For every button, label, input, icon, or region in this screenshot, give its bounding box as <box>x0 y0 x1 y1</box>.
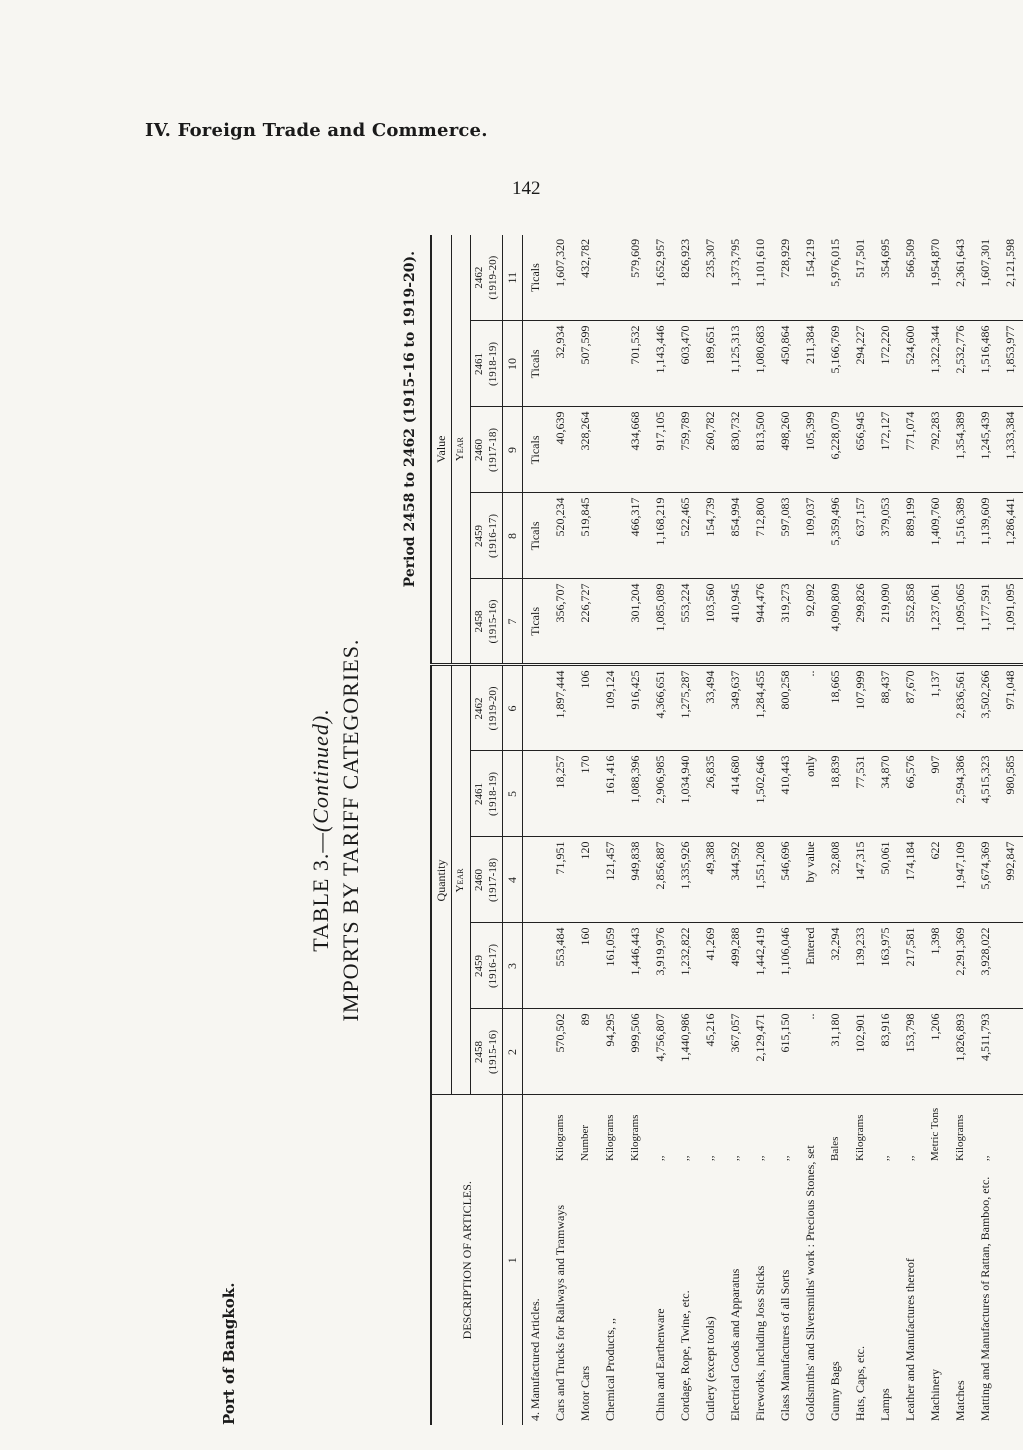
quantity-cell: 3,919,976 <box>648 923 673 1009</box>
quantity-cell: 31,180 <box>823 1009 848 1095</box>
quantity-cell: 1,206 <box>923 1009 948 1095</box>
quantity-cell: 615,150 <box>773 1009 798 1095</box>
table-row <box>648 235 673 1425</box>
quantity-cell: 1,826,893 <box>948 1009 973 1095</box>
value-cell: 154,739 <box>698 493 723 579</box>
quantity-header: Quantity <box>431 665 452 1095</box>
article-unit: Number <box>573 1095 598 1165</box>
value-cell: 553,224 <box>673 579 698 665</box>
value-cell: 637,157 <box>848 493 873 579</box>
quantity-cell: 4,511,793 <box>973 1009 998 1095</box>
value-cell: 1,607,320 <box>548 235 573 321</box>
quantity-cell: 1,284,455 <box>748 665 773 751</box>
quantity-cell: 414,680 <box>723 751 748 837</box>
value-cell: 6,228,079 <box>823 407 848 493</box>
imports-table <box>430 235 1023 1425</box>
value-cell: 579,609 <box>623 235 648 321</box>
value-cell: 1,237,061 <box>923 579 948 665</box>
article-description: Chemical Products, ,, <box>603 1318 618 1421</box>
quantity-cell: 4,366,651 <box>648 665 673 751</box>
quantity-year-header: Year <box>452 665 471 1095</box>
article-unit: ,, <box>748 1095 773 1165</box>
value-cell: 235,307 <box>698 235 723 321</box>
quantity-cell: 1,034,940 <box>673 751 698 837</box>
value-cell: 517,501 <box>848 235 873 321</box>
article-description: Matches <box>953 1380 968 1421</box>
article-unit: ,, <box>873 1095 898 1165</box>
value-cell: 103,560 <box>698 579 723 665</box>
quantity-cell: .. <box>798 1009 823 1095</box>
quantity-cell: 4,515,323 <box>973 751 998 837</box>
quantity-cell: 34,870 <box>873 751 898 837</box>
article-description: Glass Manufactures of all Sorts <box>778 1269 793 1421</box>
table-row <box>848 235 873 1425</box>
article-description: Cordage, Rope, Twine, etc. <box>678 1290 693 1421</box>
currency-label: Ticals <box>523 493 549 579</box>
value-cell: 294,227 <box>848 321 873 407</box>
quantity-cell: 344,592 <box>723 837 748 923</box>
section-title: 4. Manufactured Articles. <box>523 1095 549 1425</box>
value-cell: 328,264 <box>573 407 598 493</box>
quantity-cell: 4,756,807 <box>648 1009 673 1095</box>
article-unit: Metric Tons <box>923 1095 948 1165</box>
quantity-cell: 94,295 <box>598 1009 623 1095</box>
value-cell: 1,080,683 <box>748 321 773 407</box>
quantity-cell: 88,437 <box>873 665 898 751</box>
value-cell: 889,199 <box>898 493 923 579</box>
value-cell: 5,166,769 <box>823 321 848 407</box>
quantity-cell: 49,388 <box>698 837 723 923</box>
value-cell: 519,845 <box>573 493 598 579</box>
value-cell: 830,732 <box>723 407 748 493</box>
article-description: Fireworks, including Joss Sticks <box>753 1265 768 1421</box>
quantity-cell <box>998 1009 1023 1095</box>
value-cell: 92,092 <box>798 579 823 665</box>
table-titles <box>220 235 430 1425</box>
quantity-cell: 800,258 <box>773 665 798 751</box>
year-header: 2458 (1915-16) <box>470 579 503 665</box>
quantity-cell: 2,906,985 <box>648 751 673 837</box>
quantity-cell: 2,291,369 <box>948 923 973 1009</box>
article-description <box>998 1165 1023 1425</box>
table-row <box>998 235 1023 1425</box>
article-unit: Kilograms <box>598 1095 623 1165</box>
table-row <box>673 235 698 1425</box>
table-title-main: TABLE 3. <box>308 852 333 952</box>
quantity-cell: 147,315 <box>848 837 873 923</box>
table-row <box>698 235 723 1425</box>
article-description: Goldsmiths' and Silversmiths' work : Precious Stones, set <box>803 1145 818 1421</box>
value-cell: 109,037 <box>798 493 823 579</box>
value-cell: 566,509 <box>898 235 923 321</box>
quantity-cell: 499,288 <box>723 923 748 1009</box>
value-cell <box>598 321 623 407</box>
table-row <box>873 235 898 1425</box>
column-number: 1 <box>503 1095 523 1425</box>
value-cell: 5,976,015 <box>823 235 848 321</box>
column-number: 3 <box>503 923 523 1009</box>
quantity-cell: 120 <box>573 837 598 923</box>
value-cell: 712,800 <box>748 493 773 579</box>
quantity-cell: 45,216 <box>698 1009 723 1095</box>
article-unit: Kilograms <box>548 1095 573 1165</box>
article-description: Hats, Caps, etc. <box>853 1346 868 1421</box>
table-title <box>308 235 334 1425</box>
quantity-cell: 1,446,443 <box>623 923 648 1009</box>
quantity-cell: 161,059 <box>598 923 623 1009</box>
quantity-cell: 32,808 <box>823 837 848 923</box>
value-cell: 299,826 <box>848 579 873 665</box>
value-cell: 1,095,065 <box>948 579 973 665</box>
currency-label: Ticals <box>523 235 549 321</box>
quantity-cell: 18,839 <box>823 751 848 837</box>
quantity-cell: 66,576 <box>898 751 923 837</box>
table-row <box>573 235 598 1425</box>
quantity-cell: 174,184 <box>898 837 923 923</box>
value-cell: 379,053 <box>873 493 898 579</box>
quantity-cell: 1,275,287 <box>673 665 698 751</box>
quantity-cell: 553,484 <box>548 923 573 1009</box>
quantity-cell: 109,124 <box>598 665 623 751</box>
article-unit: ,, <box>698 1095 723 1165</box>
quantity-cell: 349,637 <box>723 665 748 751</box>
value-cell: 466,317 <box>623 493 648 579</box>
value-cell: 771,074 <box>898 407 923 493</box>
value-cell: 32,934 <box>548 321 573 407</box>
value-cell: 854,994 <box>723 493 748 579</box>
table-row <box>948 235 973 1425</box>
quantity-cell: 916,425 <box>623 665 648 751</box>
table-row <box>723 235 748 1425</box>
year-header: 2462 (1919-20) <box>470 235 503 321</box>
table-row <box>598 235 623 1425</box>
quantity-cell: 1,947,109 <box>948 837 973 923</box>
value-header: Value <box>431 235 452 665</box>
quantity-cell: 161,416 <box>598 751 623 837</box>
value-cell: 1,333,384 <box>998 407 1023 493</box>
article-description <box>623 1165 648 1425</box>
quantity-cell: 107,999 <box>848 665 873 751</box>
value-cell: 917,105 <box>648 407 673 493</box>
value-cell: 2,532,776 <box>948 321 973 407</box>
table-body <box>523 235 1023 1425</box>
year-header: 2461 (1918-19) <box>470 751 503 837</box>
value-cell: 172,127 <box>873 407 898 493</box>
value-cell: 1,409,760 <box>923 493 948 579</box>
value-cell: 1,125,313 <box>723 321 748 407</box>
quantity-cell: 50,061 <box>873 837 898 923</box>
article-description: Motor Cars <box>578 1366 593 1421</box>
article-description: Matting and Manufactures of Rattan, Bamboo, etc. <box>978 1176 993 1421</box>
value-cell: 728,929 <box>773 235 798 321</box>
value-cell: 172,220 <box>873 321 898 407</box>
value-cell: 1,322,344 <box>923 321 948 407</box>
table-row <box>898 235 923 1425</box>
value-cell: 1,516,389 <box>948 493 973 579</box>
quantity-cell: 163,975 <box>873 923 898 1009</box>
value-cell: 1,954,870 <box>923 235 948 321</box>
article-description: Gunny Bags <box>828 1361 843 1421</box>
article-description: Cutlery (except tools) <box>703 1316 718 1421</box>
value-cell: 1,101,610 <box>748 235 773 321</box>
article-unit: ,, <box>673 1095 698 1165</box>
quantity-cell: 1,502,646 <box>748 751 773 837</box>
quantity-cell: 83,916 <box>873 1009 898 1095</box>
quantity-cell: 971,048 <box>998 665 1023 751</box>
quantity-cell: 367,057 <box>723 1009 748 1095</box>
quantity-cell: 1,442,419 <box>748 923 773 1009</box>
value-cell: 105,399 <box>798 407 823 493</box>
quantity-cell: 546,696 <box>773 837 798 923</box>
table-row <box>823 235 848 1425</box>
value-cell: 260,782 <box>698 407 723 493</box>
quantity-cell: 32,294 <box>823 923 848 1009</box>
column-number-row <box>503 235 523 1425</box>
value-cell: 1,245,439 <box>973 407 998 493</box>
quantity-cell: 18,665 <box>823 665 848 751</box>
value-cell: 944,476 <box>748 579 773 665</box>
currency-label: Ticals <box>523 407 549 493</box>
rotated-table-spread <box>220 235 1018 1425</box>
quantity-cell: 102,901 <box>848 1009 873 1095</box>
value-cell: 1,853,977 <box>998 321 1023 407</box>
value-cell: 1,652,957 <box>648 235 673 321</box>
value-cell: 498,260 <box>773 407 798 493</box>
quantity-cell: 980,585 <box>998 751 1023 837</box>
quantity-cell: 77,531 <box>848 751 873 837</box>
value-cell: 701,532 <box>623 321 648 407</box>
article-description: Lamps <box>878 1388 893 1421</box>
quantity-cell: 106 <box>573 665 598 751</box>
value-cell: 219,090 <box>873 579 898 665</box>
quantity-cell: 87,670 <box>898 665 923 751</box>
quantity-cell: 410,443 <box>773 751 798 837</box>
quantity-cell: 1,137 <box>923 665 948 751</box>
quantity-cell: 33,494 <box>698 665 723 751</box>
quantity-cell: 992,847 <box>998 837 1023 923</box>
table-row <box>623 235 648 1425</box>
table-row <box>798 235 823 1425</box>
quantity-cell: 5,674,369 <box>973 837 998 923</box>
value-cell: 656,945 <box>848 407 873 493</box>
quantity-cell: 1,398 <box>923 923 948 1009</box>
column-number: 11 <box>503 235 523 321</box>
currency-label: Ticals <box>523 321 549 407</box>
quantity-cell: 160 <box>573 923 598 1009</box>
quantity-cell: 1,232,822 <box>673 923 698 1009</box>
value-cell: 1,091,095 <box>998 579 1023 665</box>
value-cell: 1,085,089 <box>648 579 673 665</box>
column-number: 9 <box>503 407 523 493</box>
value-cell: 1,607,301 <box>973 235 998 321</box>
value-cell: 759,789 <box>673 407 698 493</box>
value-cell: 1,168,219 <box>648 493 673 579</box>
article-description: Electrical Goods and Apparatus <box>728 1268 743 1421</box>
quantity-cell: 170 <box>573 751 598 837</box>
quantity-cell: 1,335,926 <box>673 837 698 923</box>
value-cell: 1,139,609 <box>973 493 998 579</box>
quantity-cell: 217,581 <box>898 923 923 1009</box>
year-header: 2462 (1919-20) <box>470 665 503 751</box>
value-cell: 520,234 <box>548 493 573 579</box>
year-header: 2460 (1917-18) <box>470 407 503 493</box>
quantity-cell: 570,502 <box>548 1009 573 1095</box>
value-cell: 1,286,441 <box>998 493 1023 579</box>
value-cell: 189,651 <box>698 321 723 407</box>
quantity-cell: 89 <box>573 1009 598 1095</box>
column-number: 8 <box>503 493 523 579</box>
article-description: Machinery <box>928 1369 943 1421</box>
quantity-cell: 3,502,266 <box>973 665 998 751</box>
quantity-cell: 949,838 <box>623 837 648 923</box>
quantity-cell: 1,897,444 <box>548 665 573 751</box>
article-unit: Kilograms <box>623 1095 648 1165</box>
year-header: 2459 (1916-17) <box>470 923 503 1009</box>
table-row <box>923 235 948 1425</box>
quantity-cell: 41,269 <box>698 923 723 1009</box>
value-cell: 211,384 <box>798 321 823 407</box>
article-description: China and Earthenware <box>653 1308 668 1421</box>
value-cell: 5,359,496 <box>823 493 848 579</box>
column-number: 6 <box>503 665 523 751</box>
quantity-cell <box>998 923 1023 1009</box>
value-cell <box>598 235 623 321</box>
article-unit: ,, <box>973 1095 998 1165</box>
article-unit: ,, <box>773 1095 798 1165</box>
quantity-cell: 2,856,887 <box>648 837 673 923</box>
table-row <box>973 235 998 1425</box>
value-cell: 1,177,591 <box>973 579 998 665</box>
value-cell <box>598 407 623 493</box>
value-cell: 1,516,486 <box>973 321 998 407</box>
value-cell <box>598 579 623 665</box>
quantity-cell: 907 <box>923 751 948 837</box>
value-cell: 410,945 <box>723 579 748 665</box>
value-cell: 301,204 <box>623 579 648 665</box>
article-unit: Bales <box>823 1095 848 1165</box>
quantity-cell: 139,233 <box>848 923 873 1009</box>
quantity-cell: 1,088,396 <box>623 751 648 837</box>
quantity-cell: 1,106,046 <box>773 923 798 1009</box>
quantity-cell: 121,457 <box>598 837 623 923</box>
quantity-cell: 2,129,471 <box>748 1009 773 1095</box>
quantity-cell: 2,594,386 <box>948 751 973 837</box>
value-cell: 1,143,446 <box>648 321 673 407</box>
period-label: Period 2458 to 2462 (1915-16 to 1919-20). <box>402 251 418 588</box>
table-row <box>748 235 773 1425</box>
article-unit <box>998 1095 1023 1165</box>
page-header: IV. Foreign Trade and Commerce. <box>145 120 488 141</box>
year-header: 2459 (1916-17) <box>470 493 503 579</box>
table-row <box>773 235 798 1425</box>
value-cell: 356,707 <box>548 579 573 665</box>
column-number: 4 <box>503 837 523 923</box>
value-cell: 1,354,389 <box>948 407 973 493</box>
column-number: 2 <box>503 1009 523 1095</box>
article-unit: ,, <box>648 1095 673 1165</box>
value-cell: 226,727 <box>573 579 598 665</box>
table-title-continued: —(Continued). <box>308 708 333 853</box>
value-cell: 522,465 <box>673 493 698 579</box>
quantity-cell: 71,951 <box>548 837 573 923</box>
table-subtitle: IMPORTS BY TARIFF CATEGORIES. <box>338 638 363 1022</box>
quantity-cell: by value <box>798 837 823 923</box>
value-cell: 319,273 <box>773 579 798 665</box>
currency-label: Ticals <box>523 579 549 665</box>
value-cell: 450,864 <box>773 321 798 407</box>
article-description: Leather and Manufactures thereof <box>903 1258 918 1421</box>
quantity-cell: only <box>798 751 823 837</box>
value-cell: 434,668 <box>623 407 648 493</box>
quantity-cell: 2,836,561 <box>948 665 973 751</box>
section-row <box>523 235 549 1425</box>
value-cell: 552,858 <box>898 579 923 665</box>
article-description: Cars and Trucks for Railways and Tramways <box>553 1205 568 1421</box>
article-unit: Kilograms <box>948 1095 973 1165</box>
port-label: Port of Bangkok. <box>220 1282 238 1425</box>
quantity-cell: 26,835 <box>698 751 723 837</box>
value-cell: 2,361,643 <box>948 235 973 321</box>
value-cell: 1,373,795 <box>723 235 748 321</box>
quantity-cell: 1,440,986 <box>673 1009 698 1095</box>
value-year-header: Year <box>452 235 471 665</box>
value-cell: 597,083 <box>773 493 798 579</box>
value-cell: 524,600 <box>898 321 923 407</box>
quantity-cell: 999,506 <box>623 1009 648 1095</box>
table-row <box>548 235 573 1425</box>
quantity-cell: 153,798 <box>898 1009 923 1095</box>
description-header: DESCRIPTION OF ARTICLES. <box>431 1095 503 1425</box>
year-header: 2460 (1917-18) <box>470 837 503 923</box>
value-cell <box>598 493 623 579</box>
quantity-cell: .. <box>798 665 823 751</box>
value-cell: 354,695 <box>873 235 898 321</box>
value-cell: 792,283 <box>923 407 948 493</box>
quantity-cell: 18,257 <box>548 751 573 837</box>
value-cell: 4,090,809 <box>823 579 848 665</box>
value-cell: 154,219 <box>798 235 823 321</box>
year-header: 2458 (1915-16) <box>470 1009 503 1095</box>
column-number: 10 <box>503 321 523 407</box>
quantity-cell: Entered <box>798 923 823 1009</box>
article-unit: ,, <box>898 1095 923 1165</box>
quantity-cell: 622 <box>923 837 948 923</box>
value-cell: 603,470 <box>673 321 698 407</box>
year-header: 2461 (1918-19) <box>470 321 503 407</box>
article-unit: Kilograms <box>848 1095 873 1165</box>
value-cell: 826,923 <box>673 235 698 321</box>
quantity-cell: 1,551,208 <box>748 837 773 923</box>
column-number: 5 <box>503 751 523 837</box>
column-number: 7 <box>503 579 523 665</box>
value-cell: 2,121,598 <box>998 235 1023 321</box>
value-cell: 507,599 <box>573 321 598 407</box>
page-number: 142 <box>512 178 541 199</box>
value-cell: 813,500 <box>748 407 773 493</box>
value-cell: 432,782 <box>573 235 598 321</box>
article-unit: ,, <box>723 1095 748 1165</box>
quantity-cell: 3,928,022 <box>973 923 998 1009</box>
value-cell: 40,639 <box>548 407 573 493</box>
